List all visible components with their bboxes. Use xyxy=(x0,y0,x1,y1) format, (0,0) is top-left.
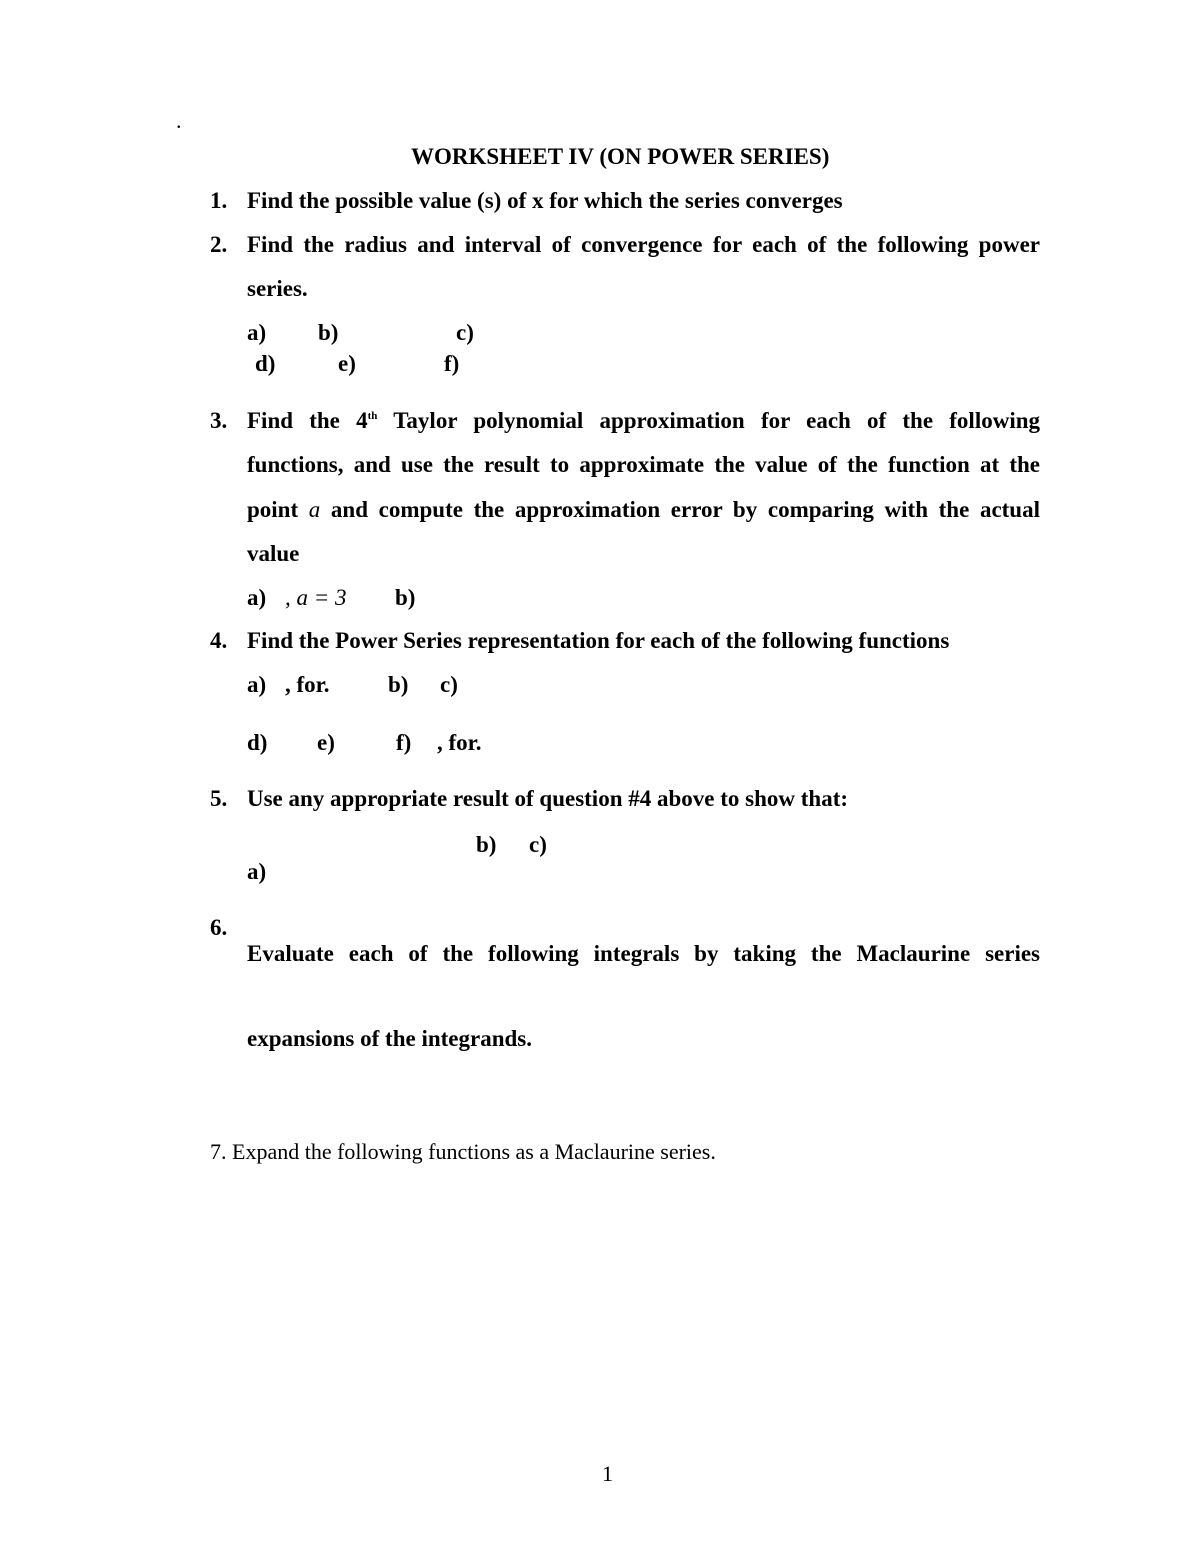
q2-line1: Find the radius and interval of convergence for each of the following power xyxy=(247,232,1040,257)
q3-part-a: a) xyxy=(247,585,267,610)
q4-part-d: d) xyxy=(247,730,268,755)
q2-part-a: a) xyxy=(247,320,267,345)
q4-number: 4. xyxy=(210,628,228,653)
q5-part-c: c) xyxy=(529,832,547,857)
q2-part-f: f) xyxy=(444,351,460,376)
q2-part-b: b) xyxy=(318,320,339,345)
q6-line1: Evaluate each of the following integrals by taking the Maclaurine series xyxy=(247,941,1040,966)
q3-number: 3. xyxy=(210,408,228,433)
q2-part-d: d) xyxy=(255,351,276,376)
q4-text: Find the Power Series representation for each of the following functions xyxy=(247,628,950,653)
page-number: 1 xyxy=(602,1461,613,1486)
stray-mark: . xyxy=(176,108,182,133)
q5-text: Use any appropriate result of question #4 above to show that: xyxy=(247,786,849,811)
q5-part-a: a) xyxy=(247,859,267,884)
q3-ordinal-suffix: th xyxy=(367,410,378,422)
q4-part-e: e) xyxy=(317,730,335,755)
q3-variable-a: a xyxy=(308,497,321,522)
q4-part-f-tail: , for. xyxy=(437,730,482,755)
q3-line1-end: Taylor polynomial approximation for each of the following xyxy=(377,408,1041,433)
q1-text: Find the possible value (s) of x for which the series converges xyxy=(247,188,843,213)
q4-part-b: b) xyxy=(388,672,409,697)
worksheet-title: WORKSHEET IV (ON POWER SERIES) xyxy=(411,144,830,169)
q3-part-b: b) xyxy=(395,585,416,610)
q3-line4: value xyxy=(247,541,300,566)
q3-line1-start: Find the 4 xyxy=(247,408,368,433)
q2-line2: series. xyxy=(247,276,308,301)
q3-part-a-condition: , a = 3 xyxy=(285,585,347,610)
q6-line2: expansions of the integrands. xyxy=(247,1026,532,1051)
q4-part-f: f) xyxy=(396,730,412,755)
q4-part-c: c) xyxy=(440,672,458,697)
q3-line3-end: and compute the approximation error by comparing with the actual xyxy=(320,497,1040,522)
q2-part-c: c) xyxy=(456,320,474,345)
q4-part-a-tail: , for. xyxy=(285,672,330,697)
q4-part-a: a) xyxy=(247,672,267,697)
q7-text: 7. Expand the following functions as a Maclaurine series. xyxy=(210,1139,716,1164)
q2-part-e: e) xyxy=(338,351,356,376)
q5-number: 5. xyxy=(210,786,228,811)
q3-line2: functions, and use the result to approximate the value of the function at the xyxy=(247,452,1040,477)
q6-number: 6. xyxy=(210,915,228,940)
q3-line3-start: point xyxy=(247,497,309,522)
q2-number: 2. xyxy=(210,232,228,257)
q1-number: 1. xyxy=(210,188,228,213)
q3-line3 xyxy=(247,497,1040,523)
q3-line1 xyxy=(247,408,1040,434)
q5-part-b: b) xyxy=(476,832,497,857)
